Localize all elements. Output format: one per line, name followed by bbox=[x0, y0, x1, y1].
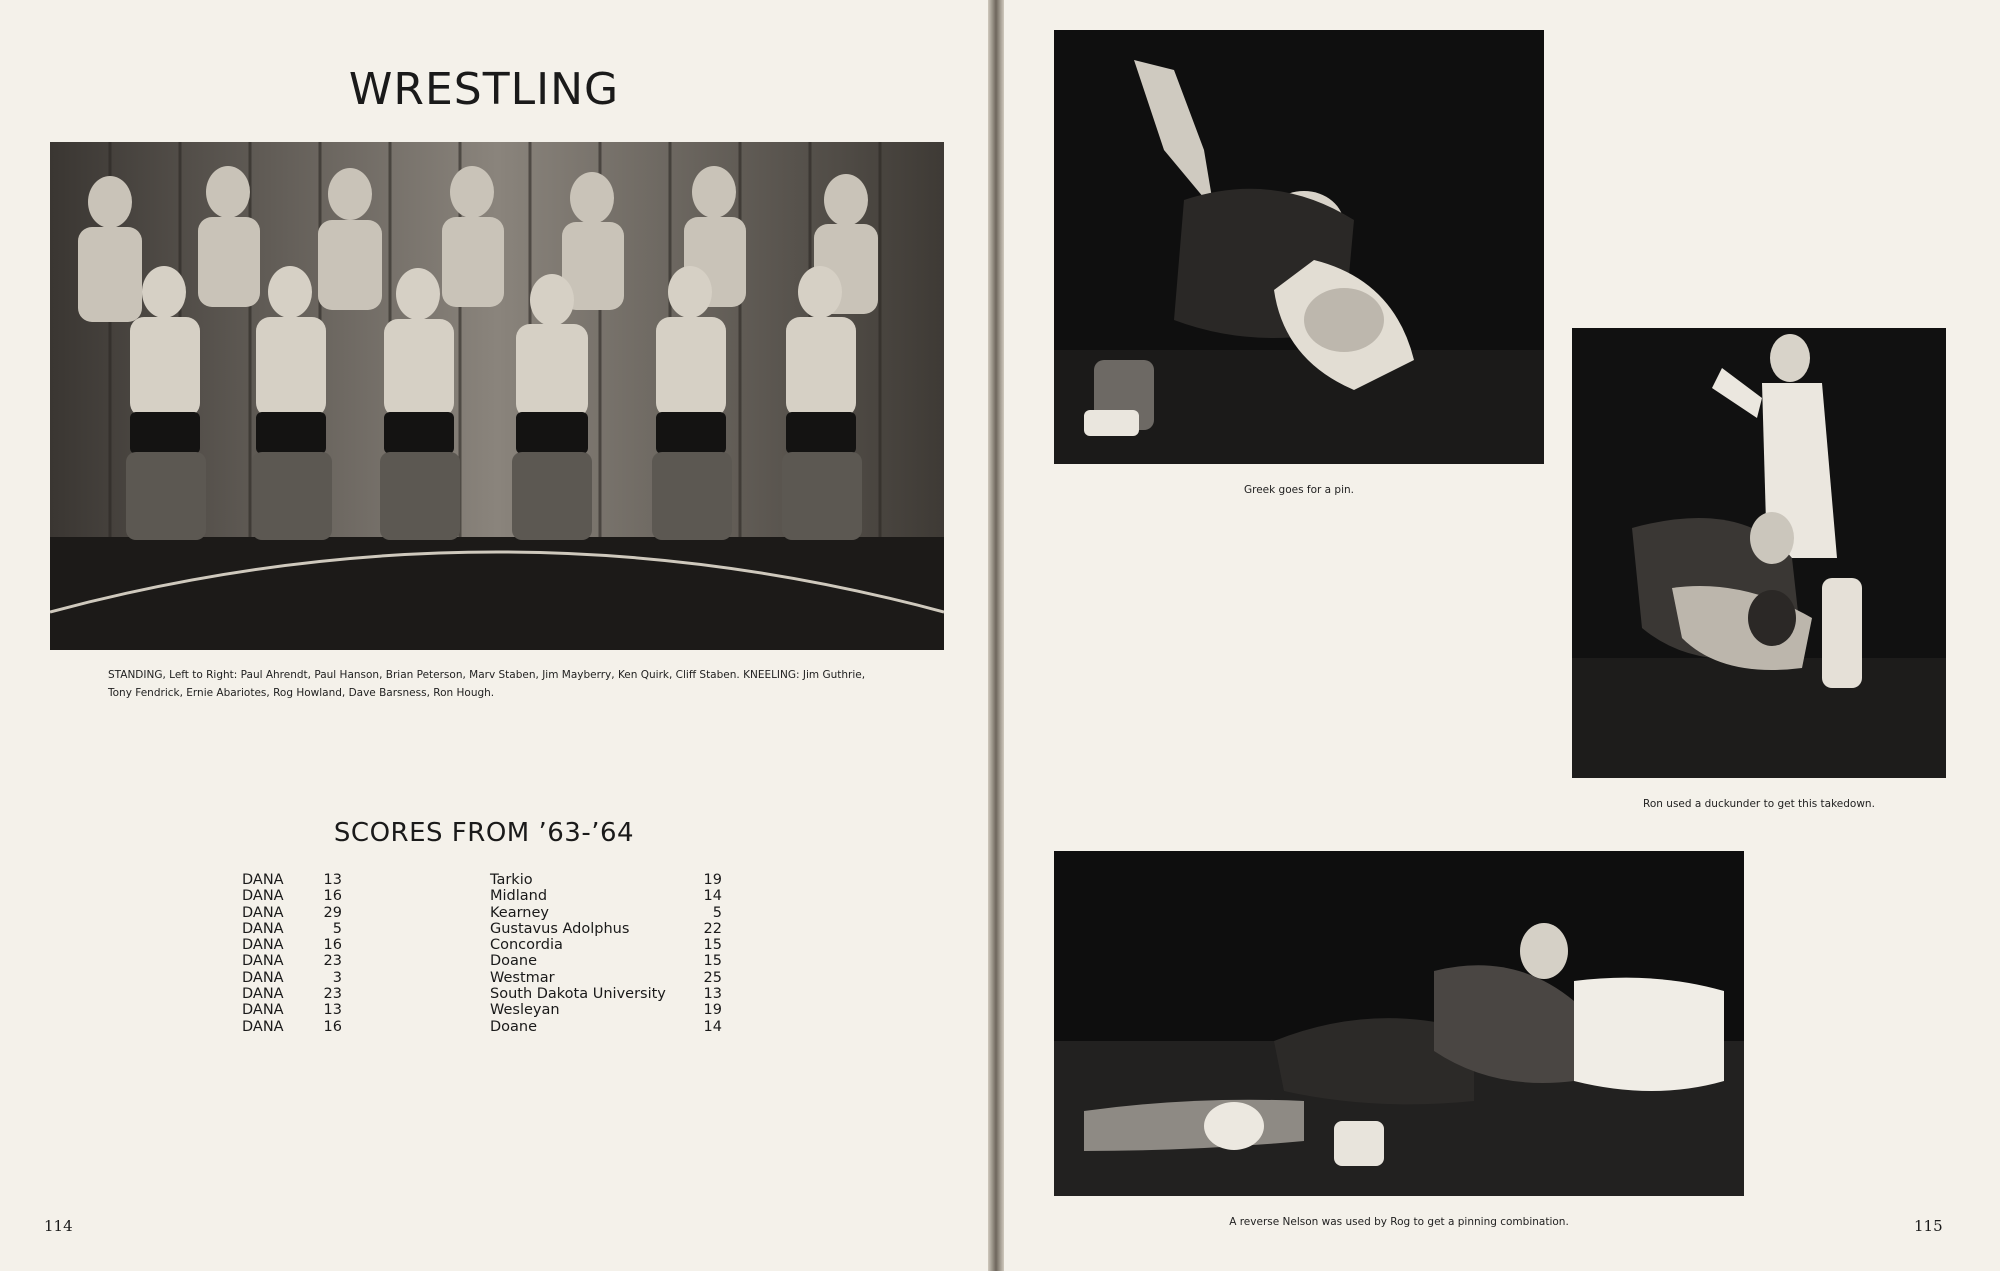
score-row bbox=[242, 937, 742, 953]
opponent-name: South Dakota University bbox=[490, 986, 666, 1003]
opponent-score: 14 bbox=[703, 1018, 722, 1035]
team-name: DANA bbox=[242, 872, 284, 888]
team-score: 23 bbox=[323, 986, 342, 1003]
book-gutter bbox=[988, 0, 1004, 1271]
opponent-name: Concordia bbox=[490, 937, 563, 954]
opponent-name: Midland bbox=[490, 888, 548, 905]
left-page bbox=[0, 0, 988, 1271]
takedown-photo-caption: Ron used a duckunder to get this takedown. bbox=[1643, 798, 1875, 810]
opponent-name: Westmar bbox=[490, 969, 555, 986]
team-name: DANA bbox=[242, 1002, 284, 1019]
opponent-score: 15 bbox=[703, 937, 722, 954]
team-name: DANA bbox=[242, 937, 284, 954]
page-number-left: 114 bbox=[44, 1217, 73, 1235]
team-name: DANA bbox=[242, 1018, 284, 1035]
team-score: 13 bbox=[323, 872, 342, 888]
team-score: 3 bbox=[332, 969, 342, 986]
opponent-score: 19 bbox=[703, 1002, 722, 1019]
team-name: DANA bbox=[242, 920, 284, 937]
score-row bbox=[242, 986, 742, 1002]
reverse-nelson-photo bbox=[1054, 851, 1744, 1196]
right-page bbox=[1004, 0, 2000, 1271]
team-score: 5 bbox=[332, 920, 342, 937]
opponent-score: 13 bbox=[703, 986, 722, 1003]
team-score: 13 bbox=[323, 1002, 342, 1019]
score-row bbox=[242, 970, 742, 986]
team-name: DANA bbox=[242, 888, 284, 905]
team-name: DANA bbox=[242, 904, 284, 921]
opponent-score: 14 bbox=[703, 888, 722, 905]
reverse-nelson-photo-caption: A reverse Nelson was used by Rog to get a pinning combination. bbox=[1229, 1216, 1569, 1228]
score-row bbox=[242, 1019, 742, 1035]
score-row bbox=[242, 905, 742, 921]
pin-photo bbox=[1054, 30, 1544, 464]
team-name: DANA bbox=[242, 969, 284, 986]
opponent-name: Doane bbox=[490, 953, 538, 970]
team-name: DANA bbox=[242, 953, 284, 970]
opponent-score: 22 bbox=[703, 920, 722, 937]
team-score: 16 bbox=[323, 937, 342, 954]
score-row bbox=[242, 1002, 742, 1018]
team-score: 29 bbox=[323, 904, 342, 921]
page-number-right: 115 bbox=[1914, 1217, 1943, 1235]
scores-table bbox=[242, 872, 742, 1035]
opponent-score: 19 bbox=[703, 872, 722, 888]
opponent-score: 15 bbox=[703, 953, 722, 970]
score-row bbox=[242, 872, 742, 888]
opponent-score: 5 bbox=[712, 904, 722, 921]
pin-photo-caption: Greek goes for a pin. bbox=[1243, 484, 1355, 496]
page-title: WRESTLING bbox=[348, 64, 620, 115]
team-name: DANA bbox=[242, 986, 284, 1003]
team-score: 23 bbox=[323, 953, 342, 970]
opponent-score: 25 bbox=[703, 969, 722, 986]
opponent-name: Kearney bbox=[490, 904, 549, 921]
team-photo bbox=[50, 142, 944, 650]
score-row bbox=[242, 888, 742, 904]
opponent-name: Gustavus Adolphus bbox=[490, 920, 630, 937]
team-score: 16 bbox=[323, 1018, 342, 1035]
opponent-name: Wesleyan bbox=[490, 1002, 560, 1019]
score-row bbox=[242, 953, 742, 969]
scores-heading: SCORES FROM ’63-’64 bbox=[333, 818, 635, 848]
opponent-name: Doane bbox=[490, 1018, 538, 1035]
opponent-name: Tarkio bbox=[490, 872, 533, 888]
team-photo-caption: STANDING, Left to Right: Paul Ahrendt, Paul Hanson, Brian Peterson, Marv Staben, Jim Mayberry, Ken Quirk, Cliff Staben. KNEELING: Jim Guthrie, Tony Fendrick, Ernie Abariotes, Rog Howland, Dave Barsness, Ron Hough. bbox=[108, 669, 866, 699]
team-score: 16 bbox=[323, 888, 342, 905]
score-row bbox=[242, 921, 742, 937]
takedown-photo bbox=[1572, 328, 1946, 778]
